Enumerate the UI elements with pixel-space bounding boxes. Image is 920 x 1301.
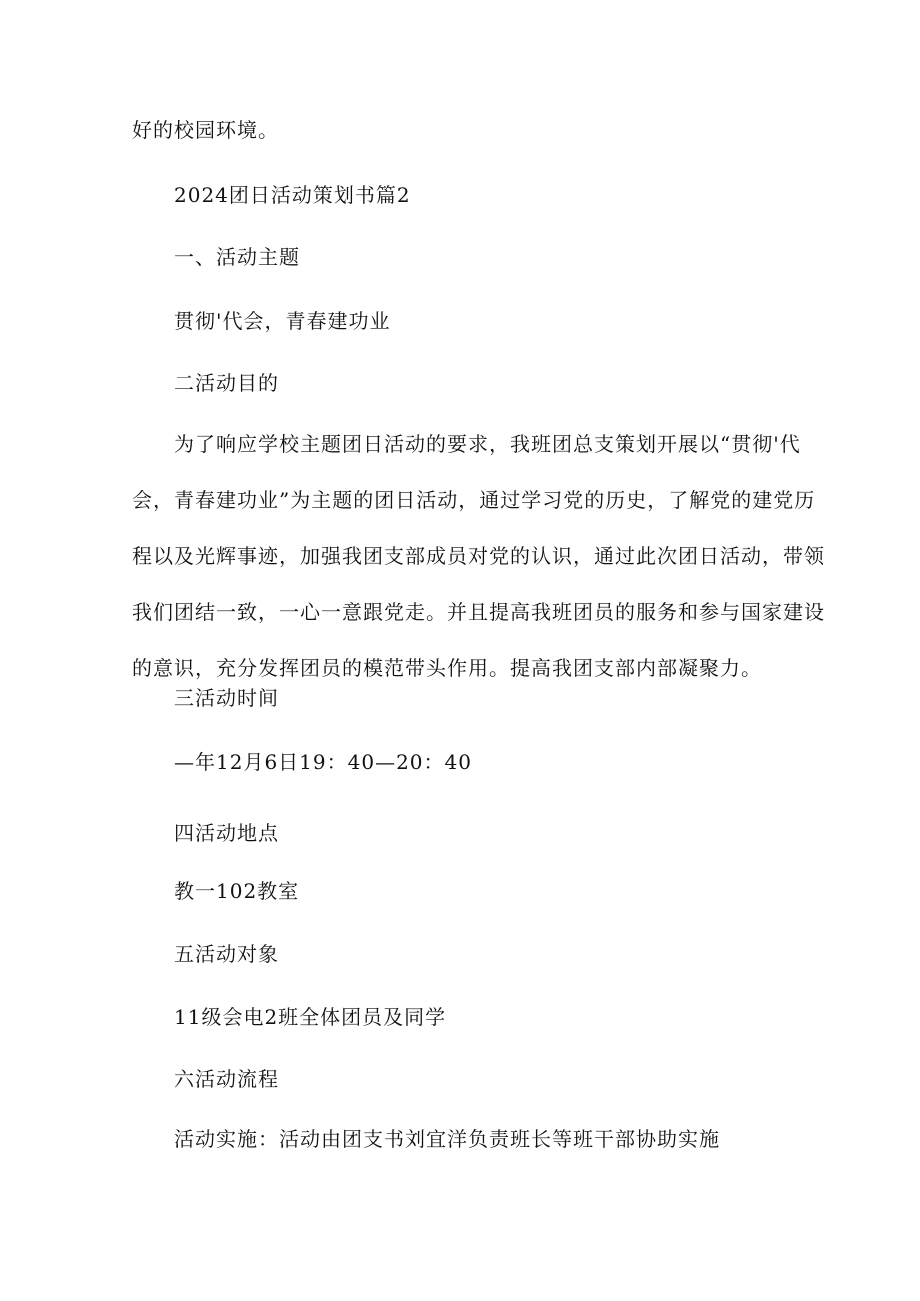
section-3-heading: 三活动时间	[174, 686, 279, 710]
paragraph-line: 我们团结一致，一心一意跟党走。并且提高我班团员的服务和参与国家建设	[132, 600, 825, 624]
section-3-body: —年12月6日19：40—20：40	[174, 750, 472, 774]
section-2-paragraph	[132, 416, 825, 696]
section-6-heading: 六活动流程	[174, 1067, 279, 1091]
section-5-body: 11级会电2班全体团员及同学	[174, 1005, 447, 1029]
section-4-heading: 四活动地点	[174, 821, 279, 845]
section-2-heading: 二活动目的	[174, 371, 279, 395]
paragraph-line: 程以及光辉事迹，加强我团支部成员对党的认识，通过此次团日活动，带领	[132, 544, 825, 568]
section-5-heading: 五活动对象	[174, 942, 279, 966]
section-1-body: 贯彻'代会，青春建功业	[174, 309, 391, 333]
document-title: 2024团日活动策划书篇2	[174, 183, 411, 207]
paragraph-line: 为了响应学校主题团日活动的要求，我班团总支策划开展以“贯彻'代	[174, 432, 801, 456]
section-1-heading: 一、活动主题	[174, 245, 300, 269]
continuation-text: 好的校园环境。	[132, 118, 279, 142]
section-6-body: 活动实施：活动由团支书刘宜洋负责班长等班干部协助实施	[174, 1127, 720, 1151]
paragraph-line: 的意识，充分发挥团员的模范带头作用。提高我团支部内部凝聚力。	[132, 656, 762, 680]
section-4-body: 教一102教室	[174, 879, 300, 903]
paragraph-line: 会，青春建功业”为主题的团日活动，通过学习党的历史，了解党的建党历	[132, 488, 816, 512]
